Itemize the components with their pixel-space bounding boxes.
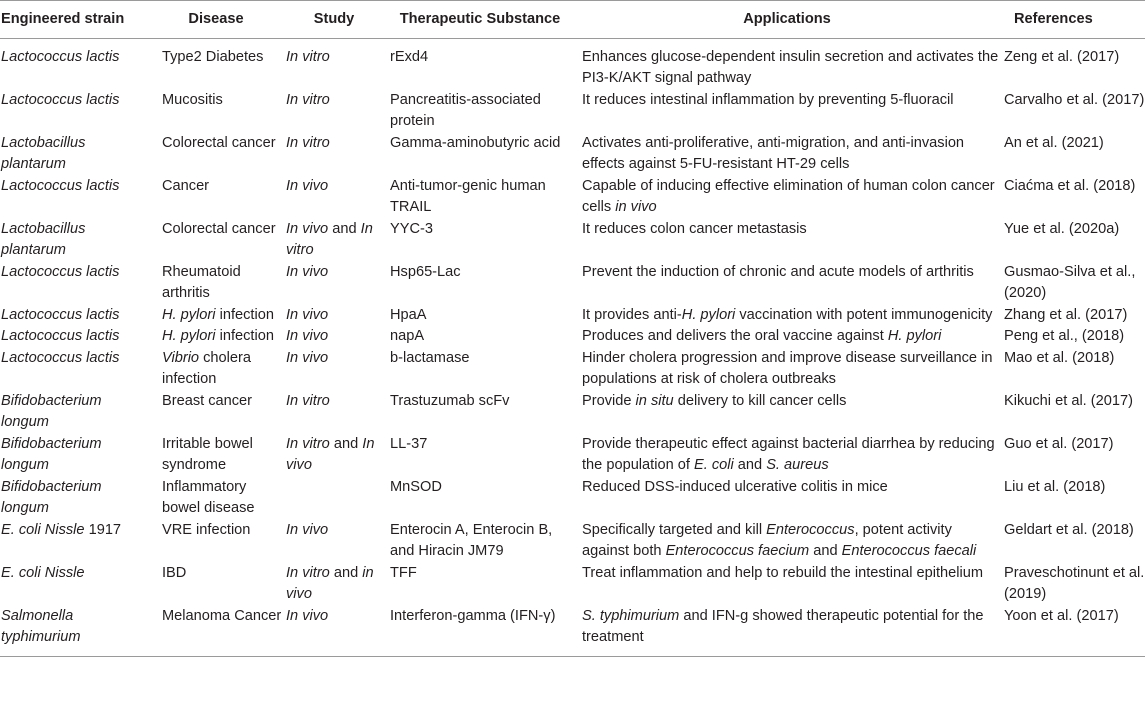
cell-text: Kikuchi et al. (2017) (1004, 392, 1133, 409)
table-row (0, 391, 1145, 434)
table-header (0, 1, 1145, 39)
cell-text: Enterococcus (766, 521, 855, 538)
cell-references (1000, 477, 1145, 520)
cell-disease (150, 563, 282, 606)
cell-engineered-strain (0, 434, 150, 477)
cell-references (1000, 305, 1145, 327)
cell-text: Ciaćma et al. (2018) (1004, 177, 1136, 194)
cell-text: In vitro (286, 564, 330, 581)
cell-text: Liu et al. (2018) (1004, 478, 1106, 495)
cell-text: Anti-tumor-genic human TRAIL (390, 177, 546, 215)
cell-therapeutic-substance (386, 133, 574, 176)
cell-references (1000, 90, 1145, 133)
table-body (0, 38, 1145, 656)
cell-text: in situ (635, 392, 674, 409)
cell-disease (150, 133, 282, 176)
cell-text: Lactobacillus plantarum (1, 134, 86, 172)
cell-text: delivery to kill cancer cells (673, 392, 847, 409)
cell-study (282, 305, 386, 327)
cell-therapeutic-substance (386, 434, 574, 477)
cell-text: , potent activity against both (582, 521, 952, 559)
cell-applications (574, 348, 1000, 391)
cell-text: YYC-3 (390, 220, 433, 237)
cell-references (1000, 326, 1145, 348)
cell-study (282, 391, 386, 434)
cell-engineered-strain (0, 176, 150, 219)
cell-therapeutic-substance (386, 176, 574, 219)
cell-applications (574, 434, 1000, 477)
cell-text: Colorectal cancer (162, 220, 276, 237)
cell-applications (574, 133, 1000, 176)
cell-therapeutic-substance (386, 219, 574, 262)
table-row (0, 520, 1145, 563)
table-row (0, 326, 1145, 348)
table-row (0, 434, 1145, 477)
cell-therapeutic-substance (386, 326, 574, 348)
table-row (0, 176, 1145, 219)
table-row (0, 219, 1145, 262)
cell-engineered-strain (0, 90, 150, 133)
table-row (0, 606, 1145, 657)
cell-references (1000, 391, 1145, 434)
cell-text: 1917 (84, 521, 122, 538)
cell-references (1000, 434, 1145, 477)
cell-applications (574, 326, 1000, 348)
cell-references (1000, 133, 1145, 176)
cell-disease (150, 606, 282, 657)
cell-text: and IFN-g showed therapeutic potential for the treatment (582, 607, 984, 645)
cell-text: Geldart et al. (2018) (1004, 521, 1134, 538)
cell-text: Enhances glucose-dependent insulin secretion and activates the PI3-K/AKT signal pathway (582, 48, 999, 86)
cell-text: In vivo (286, 435, 375, 473)
cell-engineered-strain (0, 38, 150, 90)
cell-study (282, 520, 386, 563)
cell-text: H. pylori (681, 306, 736, 323)
cell-text: In vivo (286, 306, 329, 323)
cell-text: Rheumatoid arthritis (162, 263, 241, 301)
cell-text: Activates anti-proliferative, anti-migration, and anti-invasion effects against 5-FU-resistant HT-29 cells (582, 134, 965, 172)
header-study: Study (282, 1, 386, 39)
cell-text: E. coli Nissle (1, 564, 85, 581)
cell-text: napA (390, 328, 425, 344)
cell-text: cholera infection (162, 349, 251, 387)
cell-text: Trastuzumab scFv (390, 392, 510, 409)
cell-applications (574, 606, 1000, 657)
cell-text: Zhang et al. (2017) (1004, 306, 1128, 323)
cell-text: vaccination with potent immunogenicity (735, 306, 993, 323)
cell-text: E. coli (693, 457, 734, 473)
cell-text: Mao et al. (2018) (1004, 349, 1115, 366)
cell-text: and (329, 564, 363, 581)
cell-text: rExd4 (390, 48, 429, 65)
cell-engineered-strain (0, 477, 150, 520)
cell-study (282, 219, 386, 262)
cell-references (1000, 176, 1145, 219)
cell-text: Produces and delivers the oral vaccine against (582, 328, 888, 344)
cell-text: S. typhimurium (582, 607, 680, 624)
cell-text: In vivo (286, 521, 329, 538)
header-row (0, 1, 1145, 39)
cell-text: S. aureus (766, 457, 829, 473)
cell-text: IBD (162, 564, 187, 581)
cell-disease (150, 434, 282, 477)
cell-text: Lactococcus lactis (1, 91, 120, 108)
cell-text: Hsp65-Lac (390, 263, 461, 280)
cell-references (1000, 219, 1145, 262)
cell-text: VRE infection (162, 521, 251, 538)
cell-text: Pancreatitis-associated protein (390, 91, 541, 129)
cell-therapeutic-substance (386, 606, 574, 657)
cell-text: and (329, 435, 363, 452)
cell-references (1000, 262, 1145, 305)
cell-text: An et al. (2021) (1004, 134, 1104, 151)
cell-text: LL-37 (390, 435, 428, 452)
header-references: References (1000, 1, 1145, 39)
cell-text: Irritable bowel syndrome (162, 435, 253, 473)
cell-text: Lactococcus lactis (1, 349, 120, 366)
cell-text: infection (215, 306, 274, 323)
cell-applications (574, 391, 1000, 434)
cell-text: Colorectal cancer (162, 134, 276, 151)
table-row (0, 262, 1145, 305)
cell-study (282, 326, 386, 348)
cell-applications (574, 477, 1000, 520)
cell-disease (150, 477, 282, 520)
cell-text: Salmonella typhimurium (1, 607, 81, 645)
cell-text: Carvalho et al. (2017) (1004, 91, 1145, 108)
cell-engineered-strain (0, 133, 150, 176)
cell-therapeutic-substance (386, 391, 574, 434)
cell-disease (150, 305, 282, 327)
cell-therapeutic-substance (386, 305, 574, 327)
cell-text: Mucositis (162, 91, 223, 108)
cell-text: Provide therapeutic effect against bacterial diarrhea by reducing the population of (582, 435, 995, 473)
cell-text: and (328, 220, 361, 237)
cell-engineered-strain (0, 520, 150, 563)
cell-study (282, 176, 386, 219)
cell-text: In vivo (286, 349, 329, 366)
cell-therapeutic-substance (386, 90, 574, 133)
cell-references (1000, 348, 1145, 391)
cell-text: Guo et al. (2017) (1004, 435, 1114, 452)
cell-text: Enterococcus faecium (665, 543, 810, 559)
cell-study (282, 38, 386, 90)
header-engineered-strain: Engineered strain (0, 1, 150, 39)
cell-text: Hinder cholera progression and improve disease surveillance in populations at risk of cholera outbreaks (582, 349, 993, 387)
cell-text: H. pylori (162, 306, 216, 323)
cell-text: Peng et al., (2018) (1004, 328, 1125, 344)
cell-text: In vitro (286, 220, 373, 258)
cell-text: Lactococcus lactis (1, 48, 120, 65)
cell-text: in vivo (286, 564, 374, 602)
cell-disease (150, 176, 282, 219)
cell-text: In vitro (286, 435, 330, 452)
cell-engineered-strain (0, 348, 150, 391)
cell-study (282, 606, 386, 657)
cell-study (282, 434, 386, 477)
cell-applications (574, 305, 1000, 327)
cell-text: It provides anti- (582, 306, 682, 323)
cell-text: Treat inflammation and help to rebuild the intestinal epithelium (582, 564, 984, 581)
cell-study (282, 563, 386, 606)
cell-disease (150, 520, 282, 563)
header-therapeutic-substance: Therapeutic Substance (386, 1, 574, 39)
cell-text: and (733, 457, 767, 473)
cell-text: infection (215, 328, 274, 344)
cell-text: Specifically targeted and kill (582, 521, 767, 538)
cell-applications (574, 176, 1000, 219)
cell-therapeutic-substance (386, 520, 574, 563)
cell-text: Bifidobacterium longum (1, 392, 102, 430)
cell-text: Melanoma Cancer (162, 607, 282, 624)
cell-applications (574, 219, 1000, 262)
cell-references (1000, 520, 1145, 563)
cell-text: H. pylori (162, 328, 216, 344)
cell-text: In vivo (286, 607, 329, 624)
table-row (0, 348, 1145, 391)
cell-text: In vitro (286, 392, 330, 409)
cell-therapeutic-substance (386, 477, 574, 520)
cell-therapeutic-substance (386, 38, 574, 90)
cell-engineered-strain (0, 326, 150, 348)
cell-text: TFF (390, 564, 417, 581)
cell-text: It reduces colon cancer metastasis (582, 220, 807, 237)
cell-engineered-strain (0, 305, 150, 327)
cell-applications (574, 90, 1000, 133)
table-row (0, 90, 1145, 133)
cell-references (1000, 563, 1145, 606)
cell-text: b-lactamase (390, 349, 470, 366)
cell-text: Gamma-aminobutyric acid (390, 134, 561, 151)
table-row (0, 563, 1145, 606)
cell-text: In vitro (286, 134, 330, 151)
cell-text: H. pylori (887, 328, 942, 344)
cell-text: Interferon-gamma (IFN-γ) (390, 607, 556, 624)
cell-references (1000, 38, 1145, 90)
cell-text: Breast cancer (162, 392, 253, 409)
cell-applications (574, 262, 1000, 305)
cell-therapeutic-substance (386, 262, 574, 305)
cell-text: Enterocin A, Enterocin B, and Hiracin JM79 (390, 521, 553, 559)
header-applications: Applications (574, 1, 1000, 39)
cell-text: Cancer (162, 177, 210, 194)
cell-text: Lactococcus lactis (1, 328, 120, 344)
cell-text: Capable of inducing effective elimination of human colon cancer cells (582, 177, 995, 215)
cell-text: Yue et al. (2020a) (1004, 220, 1120, 237)
table-row (0, 305, 1145, 327)
header-disease: Disease (150, 1, 282, 39)
cell-study (282, 133, 386, 176)
cell-references (1000, 606, 1145, 657)
cell-text: Enterococcus faecali (841, 543, 977, 559)
cell-text: In vivo (286, 220, 329, 237)
cell-text: In vitro (286, 91, 330, 108)
cell-text: Reduced DSS-induced ulcerative colitis in mice (582, 478, 888, 495)
cell-text: Prevent the induction of chronic and acute models of arthritis (582, 263, 974, 280)
table-row (0, 477, 1145, 520)
cell-study (282, 477, 386, 520)
cell-engineered-strain (0, 262, 150, 305)
cell-text: Vibrio (162, 349, 200, 366)
cell-applications (574, 520, 1000, 563)
cell-disease (150, 262, 282, 305)
cell-disease (150, 348, 282, 391)
cell-text: Gusmao-Silva et al., (2020) (1004, 263, 1136, 301)
cell-text: in vivo (615, 199, 657, 215)
cell-applications (574, 38, 1000, 90)
cell-disease (150, 38, 282, 90)
cell-text: Lactococcus lactis (1, 263, 120, 280)
cell-text: Lactococcus lactis (1, 306, 120, 323)
cell-text: In vivo (286, 177, 329, 194)
cell-text: In vivo (286, 328, 329, 344)
cell-text: E. coli Nissle (1, 521, 85, 538)
cell-engineered-strain (0, 563, 150, 606)
cell-text: Lactobacillus plantarum (1, 220, 86, 258)
cell-text: It reduces intestinal inflammation by preventing 5-fluoracil (582, 91, 954, 108)
cell-text: Inflammatory bowel disease (162, 478, 255, 516)
cell-disease (150, 326, 282, 348)
cell-text: Yoon et al. (2017) (1004, 607, 1119, 624)
cell-engineered-strain (0, 219, 150, 262)
cell-text: Bifidobacterium longum (1, 478, 102, 516)
cell-study (282, 90, 386, 133)
table-row (0, 133, 1145, 176)
cell-text: Zeng et al. (2017) (1004, 48, 1120, 65)
cell-therapeutic-substance (386, 348, 574, 391)
cell-text: Provide (582, 392, 636, 409)
cell-applications (574, 563, 1000, 606)
cell-text: and (809, 543, 842, 559)
table-row (0, 38, 1145, 90)
cell-text: Type2 Diabetes (162, 48, 264, 65)
cell-disease (150, 219, 282, 262)
cell-engineered-strain (0, 606, 150, 657)
cell-disease (150, 391, 282, 434)
cell-text: In vivo (286, 263, 329, 280)
cell-text: Bifidobacterium longum (1, 435, 102, 473)
cell-study (282, 348, 386, 391)
cell-text: HpaA (390, 306, 427, 323)
cell-disease (150, 90, 282, 133)
cell-text: MnSOD (390, 478, 442, 495)
cell-text: In vitro (286, 48, 330, 65)
cell-engineered-strain (0, 391, 150, 434)
cell-text: Lactococcus lactis (1, 177, 120, 194)
cell-text: Praveschotinunt et al. (2019) (1004, 564, 1145, 602)
cell-study (282, 262, 386, 305)
cell-therapeutic-substance (386, 563, 574, 606)
